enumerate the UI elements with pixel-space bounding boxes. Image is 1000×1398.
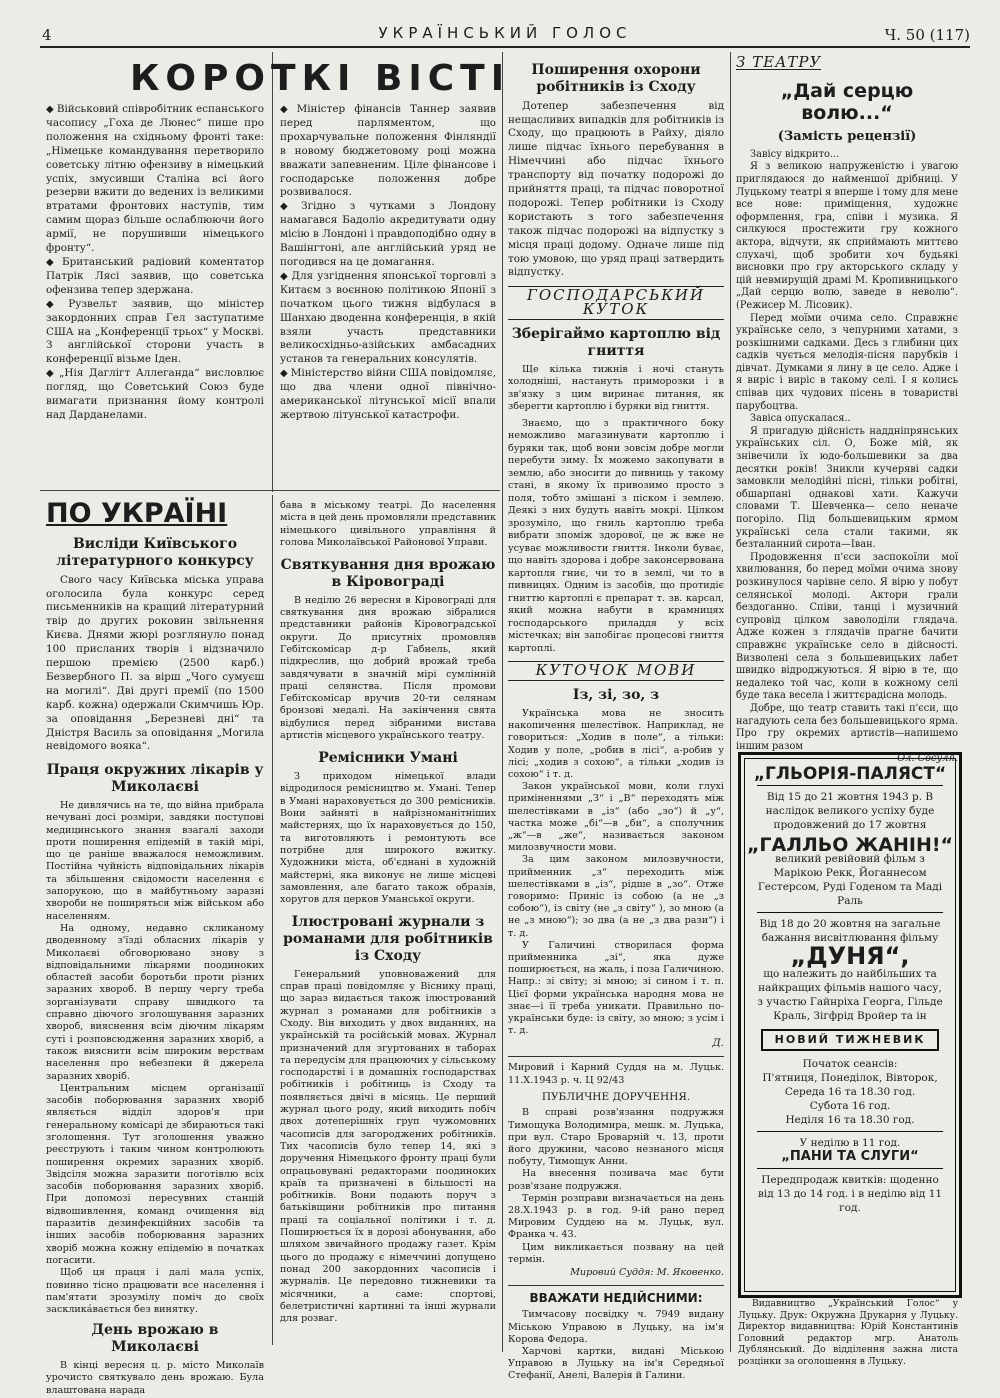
film3-title: „ПАНИ ТА СЛУГИ“ [781, 1149, 919, 1164]
court-judge: Мировий Суддя: М. Яковенко. [570, 1267, 724, 1279]
theatre-para: Я з великою напруженістю і увагою приглядаюся до найменшої дрібниці. У Луцькому театрі я вперше і тому для мене все нове: приміщення, художнє оформлення, гра, співи і музика. Я силкуюся простежити гру кожного актора, відчути, як сприймають миттєво слухачі, щоб зробити хоч будьякі висновки про гру акторського складу у цій невмирущій драмі М. Кропивницького „Дай серцю волю, заведе в неволю“. (Режисер М. Лісовик). [736, 161, 958, 311]
economy-text: Знаємо, що з практичного боку неможливо магазинувати картоплю і буряки так, щоб вони зовсім добре могли перебути зиму. Їх можемо закопувати в землю, або зносити до пивниць у такому стані, в якому їх привозимо просто з поля, тобто змішані з піском і землею. Деякі з них будуть навіть мокрі. Цілком зрозуміло, що гниль картоплю треба вибрати зпоміж здорової, це ж вже не усуває можливости гниття. Інколи буває, що навіть здорова і добре законсервована картопля гниє, чи то в землі, чи то в пивницях. Одним із засобів, що протидіє гниттю картоплі є препарат т. зв. карсал, який можна набути в крамницях господарського приладдя у всіх містечках; він запобігає процесові гниття картоплі. [508, 417, 724, 654]
protection-title: Поширення охорони робітників із Сходу [531, 62, 701, 95]
news-item: ◆ „Нія Даглігт Аллеганда“ висловлює погляд, що Советський Союз буде вимагати признання йому контролі над Дарданелами. [46, 367, 264, 421]
theatre-article [736, 53, 958, 766]
publisher-info: Видавництво „Український Голос“ у Луцьку. Друк: Окружна Друкарня у Луцьку. Директор видавництва: Юрій Константинів Головний редактор мгр. Анатоль Дублянський. До відділення зажна листа розцінки за оголошення в Луцьку. [738, 1298, 958, 1367]
harvest-title: День врожаю в Миколаєві [91, 1322, 219, 1356]
court-title: ПУБЛИЧНЕ ДОРУЧЕННЯ. [541, 1090, 691, 1103]
invalid-para: Тимчасову посвідку ч. 7949 видану Міською Управою в Луцьку, на ім'я Корова Федора. [508, 1309, 724, 1345]
column-rule [730, 52, 731, 1352]
economy-rubric: ГОСПОДАРСЬКИЙ КУТОК [508, 286, 724, 320]
page-number: 4 [42, 26, 52, 44]
uman-title: Ремісники Умані [318, 750, 458, 767]
uman-text: З приходом німецької влади відродилося ремісництво м. Умані. Тепер в Умані нараховується до 300 ремісників. Вони зайняті в найрізноманітніших майстернях, що їх нараховується до 150, та виготовляють і ремонтують все потрібне для широкого вжитку. Художники міста, об'єднані в художній майстерні, яка виконує не лише місцеві замовлення, але багато також образів, хоругов для церков Уманської округи. [280, 771, 496, 906]
news-item: ◆ Британський радіовий коментатор Патрік Лясі заявив, що советська офензива тепер здержана. [46, 255, 264, 296]
doctors-para: Не дивлячись на те, що війна прибрала нечувані досі розміри, завдяки поступові медицинського знання взагалі заходи проти поширення епідемій в такій мірі, що це раніше вважалося неможливим. Постійна чуйність відповідальних лікарів та збільшення свідомости населення є запорукою, що в майбутньому заразні хвороби не поширяться між військом або населенням. [46, 799, 264, 922]
page-header [40, 22, 970, 48]
contest-title: Висліди Київського літературного конкурсу [56, 536, 254, 569]
theatre-para: Завіса опускалася.. [750, 413, 851, 425]
language-para: Українська мова не зносить накопичення шелестівок. Наприклад, не говориться: „Ходив в поле“, а тільки: Ходив у поле, „робив в лісі“, а-робив у лісі; „ходив з сохою“, а тільки „ходив із сохою“ і т. д. [508, 707, 724, 780]
show-times: Початок сеансів: П'ятниця, Понеділок, Вівторок, Середа 16 та 18.30 год. Субота 16 год. Неділя 16 та 18.30 год. [762, 1058, 938, 1126]
newsreel: НОВИЙ ТИЖНЕВИК [761, 1029, 939, 1051]
column-rule [272, 495, 273, 1345]
theatre-author: Ол. Сосуля. [897, 753, 958, 765]
protection-article [508, 58, 724, 1383]
issue-number: Ч. 50 (117) [884, 26, 970, 44]
doctors-para: Центральним місцем організації засобів поборювання заразних хворіб являється відділ здоров'я при генеральному комісарі де збираються такі зголошення. Тут зголошення уважно реєструють і таким чином контролюють поширення окремих заразних хворіб. Звідсіля можна заразити поготівлю всіх засобів поборювання заразних хворіб. При допомозі пересувних станцій відвошивлення, команд очищення від паразитів дезинфекційних засобів та інших засобів поборювання заразних хворіб можна кожну епідемію в початках погасити. [46, 1082, 264, 1266]
column-rule [272, 52, 273, 492]
sunday-show: У неділю в 11 год. [799, 1137, 901, 1149]
bullet-icon: ◆ [280, 368, 288, 380]
court-para: На внесення позивача має бути розв'язане подружжя. [508, 1168, 724, 1192]
court-para: Цим викликається позвану на цей термін. [508, 1241, 724, 1265]
short-news-right [280, 103, 496, 423]
news-item: ◆ Згідно з чутками з Лондону намагався Бадоліо акредитувати одну місію в Лондоні і правдоподібно одну в Вашінгтоні, але англійський уряд не погодився на це домагання. [280, 200, 496, 268]
language-title: Із, зі, зо, з [572, 687, 660, 704]
doctors-para: На одному, недавно скликаному дводенному з'їзді обласних лікарів у Миколаєві обговорювано знову з відповідальними лікарями поодиноких областей засоби боротьби проти різних заразних хвороб. В першу чергу треба зорганізувати справу швидкого та справно діючого зголошування заразних хвороб, вияснення всім діючим лікарям суті і розповсюдження заразних хворіб, а також вияснити всім широким верствам населення про небезпеки й джерела заразних хворіб. [46, 922, 264, 1082]
theatre-subtitle: (Замість рецензії) [777, 129, 917, 145]
kirovohrad-title: Святкування дня врожаю в Кіровограді [280, 557, 496, 590]
doctors-para: Щоб ця праця і далі мала успіх, повинно тісно працювати все населення і пам'ятати зрозумілу поміч до своїх засклика́вається без винятку. [46, 1267, 264, 1316]
short-news-title: КОРОТКІ ВІСТІ [130, 58, 511, 99]
film2-desc: що належить до найбільших та найкращих фільмів нашого часу, з участю Гайнріха Георга, Гільде Краль, Зігфрід Вройер та ін [757, 968, 943, 1022]
language-para: У Галичині створилася форма прийменника „зі“, яка дуже поширюється, на жаль, і поза Галичиною. Напр.: зі світу; зі мною; зі сином і т. п. Цієї форми українська народня мова не знає—і її треба уникати. Правильно по-українськи буде: із світу, зо мною; з усім і т. д. [508, 939, 724, 1037]
news-item: ◆ Міністер фінансів Таннер заявив перед парляментом, що прохарчувальне положення Фінляндії в новому бюджетовому році можна вважати запевненим. Ціле фінансове і господарське положення добре розвивалося. [280, 103, 496, 199]
bullet-icon: ◆ [280, 201, 299, 213]
cinema-name: „ГЛЬОРІЯ-ПАЛЯСТ“ [753, 764, 947, 784]
language-rubric: КУТОЧОК МОВИ [508, 661, 724, 681]
language-sign: Д. [712, 1037, 724, 1050]
ukraine-left [46, 532, 264, 1397]
bullet-icon: ◆ [46, 104, 54, 115]
film2-title: „ДУНЯ“, [790, 942, 910, 970]
theatre-para: Перед моїми очима село. Справжнє українське село, з чепурними хатами, з розкішними садками. Десь з глибини цих садків чується мелодія-пісня парубків і дівчат. Думками я лину в це село. Адже і я виріс і виріс в такому селі. І я колись співав цих чудових пісень в товаристві парубоцтва. [736, 312, 958, 412]
bullet-icon: ◆ [280, 270, 289, 282]
court-para: В справі розв'язання подружжя Тимощука Володимира, мешк. м. Луцька, при вул. Старо Броварній ч. 13, проти його дружини, часово незнаного місця побуту, Тимощук Анни. [508, 1107, 724, 1168]
section-rule [40, 490, 500, 491]
kirovohrad-text: В неділю 26 вересня в Кіровограді для святкування дня врожаю зібралися представники районів Кіровоградської округи. До присутніх промовляв Гебітскомісар д-р Габнель, який підкреслив, що добрий врожай треба завдячувати в значній мірі сумлінній праці селянства. Після промови Гебітскомісар вручив 20-ти селянам бронзові медалі. На закінчення свята відбулися перед зібраними вистава артистів місцевого українського театру. [280, 594, 496, 742]
news-item: ◆ Для узгіднення японської торговлі з Китаєм з воєнною політикою Японії з початком цього тижня відбулася в Шанхаю дводенна конференція, в якій взяли участь представники великосхідньо-азійських амбасадних установ та генеральних консулятів. [280, 269, 496, 366]
harvest-text: В кінці вересня ц. р. місто Миколаїв урочисто святкувало день врожаю. Була влаштована нарада [46, 1360, 264, 1396]
language-para: Закон української мови, коли глухі приміненнями „З“ і „В“ переходять між шелестівками в „із“ (або „зо“) й „у“, частка може „бі“—в „би“, а сполучник „ж“—в „же“, називається законом милозвучности мови. [508, 781, 724, 854]
protection-text: Дотепер забезпечення від нещасливих випадків для робітників із Сходу, що працюють в Райху, діяло лише підчас їхнього перебування в Німеччині або підчас їхнього транспорту від початку подорожі до прийняття праці, та підчас поворотної подорожі. Тепер робітники із Сходу користають з того забезпечення також підчас подорожі на відпустку з місця праці додому. Одначе лише під тою умовою, що уряд праці затвердить відпустку. [508, 99, 724, 279]
invalid-para: Харчові картки, видані Міською Управою в Луцьку на ім'я Середньої Стефанії, Анелі, Валерія й Галини. [508, 1345, 724, 1382]
court-para: Термін розправи визначається на день 28.X.1943 р. в год. 9-ій рано перед Мировим Суддею на м. Луцьк, вул. Франка ч. 43. [508, 1192, 724, 1241]
tickets: Передпродаж квитків: щоденно від 13 до 14 год. і в неділю від 11 год. [757, 1174, 943, 1214]
court-lead: Мировий і Карний Суддя на м. Луцьк. 11.X.1943 р. ч. Ц 92/43 [508, 1062, 724, 1086]
news-item: ◆ Рузвельт заявив, що міністер закордонних справ Гел заступатиме США на „Конференції трьох“ у Москві. З англійської сторони участь в конференції візьме Іден. [46, 297, 264, 366]
contest-text: Свого часу Київська міська управа оголосила була конкурс серед письменників на кращий літературний твір до других роковин звільнення Києва. Днями жюрі розглянуло понад 100 присланих творів і відзначило першою премією (2500 карб.) Безвербного П. за вірш „Чого сумуєш на могилі“. Дві другі премії (по 1500 карб. кожна) одержали Скимчишь Юр. за оповідання „Березневі дні“ та Дністря Василь за оповідання „Могила невідомого вояка“. [46, 573, 264, 753]
ukraine-middle [280, 500, 496, 1325]
ad-dates: Від 15 до 21 жовтня 1943 р. В наслідок великого успіху буде продовжений до 17 жовтня [765, 791, 935, 831]
news-item: ◆ Військовий співробітник еспанського часопису „Гоха де Люнес“ пише про положення на східньому фронті таке: „Німецьке командування перетворило советську літню офензиву в німецький успіх, змусивши Сталіна всі його резерви вжити до ведених із великими втратами фронтових наступів, тим самим щораз більше ослаблюючи його армії, не порушивши німецького фронту“. [46, 103, 264, 255]
newspaper-title: УКРАЇНСЬКИЙ ГОЛОС [378, 24, 632, 42]
economy-title: Зберігаймо картоплю від гниття [511, 326, 721, 359]
bullet-icon: ◆ [280, 104, 294, 115]
magazines-para: Генеральний уповноважений для справ праці повідомляє у Віснику праці, що зараз видається також ілюстрований журнал з романами для робітників з Сходу. Він виходить у двох виданнях, на українській та російській мовах. Журнал призначений для згуртованих в таборах та передусім для працюючих у сільському господарстві і в домашніх господарствах робітників і робітниць із Сходу та появляється двічі в місяць. Це перший журнал цього роду, який виходить побіч двох дотеперішніх груп чужомовних часописів для загороджених робітників. Тих часописів було тепер 14, які з доручення Німецького фронту праці були опрацьовувані редакторами поодиноких країв та призначені в більшості на робітників. Вони подають поруч з батьківщини робітників про питання праці та соціальної політики і т. д. Поширюється їх в дорозі абонування, або шляхом звичайного продажу газет. Крім цього до продажу є німеччині допущено понад 200 закордонних часописів і журналів. Це передовно тижневики та місячники, а саме: спортові, белетристичні картинні та інші журнали для розваг. [280, 968, 496, 1325]
cinema-ad [738, 752, 962, 1298]
language-para: За цим законом милозвучности, прийменник „з“ переходить між шелестівками в „із“, рідше в „зо“. Отже говоримо: Приніс із собою (а не „з собою“), із світу (не „з світу“ ), зо мною (а не „з мною“); зо два (а не „з два рази“) і т. д. [508, 854, 724, 939]
theatre-para: Добре, що театр ставить такі п'єси, що нагадують села без большевицького ярма. Про гру окремих артистів—напишемо іншим разом [736, 702, 958, 752]
ad-dates2: Від 18 до 20 жовтня на загальне бажання висвітлювання фільму [759, 918, 941, 944]
news-item: ◆ Міністерство війни США повідомляє, що два члени одної північно-американської літунської місії впали жертвою літунської катастрофи. [280, 367, 496, 421]
bullet-icon: ◆ [46, 368, 57, 380]
bullet-icon: ◆ [46, 298, 66, 310]
column-rule [502, 52, 503, 1352]
continuation-text: бава в міському театрі. До населення міста в цей день промовляли представник німецького цивільного управління й голова Миколаївської Районової Управи. [280, 500, 496, 548]
magazines-title: Ілюстровані журнали з романами для робітників із Сходу [283, 914, 493, 964]
theatre-para: Продовження п'єси заспокоїли мої хвилювання, бо перед моїми очима знову розкинулося чарівне село. Я вірю у побут селянської молоді. Актори грали бездоганно. Співи, танці і музичний супровід цілком заволоділи глядача. Адже кожен з глядачів прагне бачити справжнє українське село в дійсності. Визволені села з большевицьких лабет швидко відроджуються. Я вірю в те, що недалеко той час, коли в кожному селі буде така весела і життєрадісна молодь. [736, 551, 958, 702]
theatre-title: „Дай серцю волю...“ [780, 79, 914, 125]
invalid-title: ВВАЖАТИ НЕДІЙСНИМИ: [529, 1290, 703, 1305]
economy-lead: Ще кілька тижнів і ночі стануть холоднішi, настануть приморозки і в зв'язку з цим виринає питання, як зберегти картоплю і буряки від гниття. [508, 363, 724, 413]
theatre-para: Я пригадую дійсність наддніпрянських українських сіл. О, Боже мій, як знівечили їх юдо-большевики за два десятки років! Зникли кучеряві садки замовкли мелодійні пісні, тільки робітні, обшарпані однакові хати. Кажучи словами Т. Шевченка— село неначе погоріло. Під большевицьким ярмом українські села стали такими, як безталанний сирота—Іван. [736, 425, 958, 551]
theatre-rubric: З ТЕАТРУ [736, 53, 822, 71]
theatre-para: Завісу відкрито... [750, 148, 840, 160]
short-news-left [46, 103, 264, 423]
ukraine-section-title: ПО УКРАЇНІ [46, 498, 228, 529]
film1-title: „ГАЛЛЬО ЖАНІН!“ [746, 834, 954, 856]
bullet-icon: ◆ [46, 256, 59, 268]
doctors-title: Праця окружних лікарів у Миколаєві [46, 762, 264, 796]
film1-desc: великий ревійовий фільм з Марікою Рекк, Йоганнесом Гестерсом, Руді Годеном та Маді Раль [757, 853, 943, 907]
